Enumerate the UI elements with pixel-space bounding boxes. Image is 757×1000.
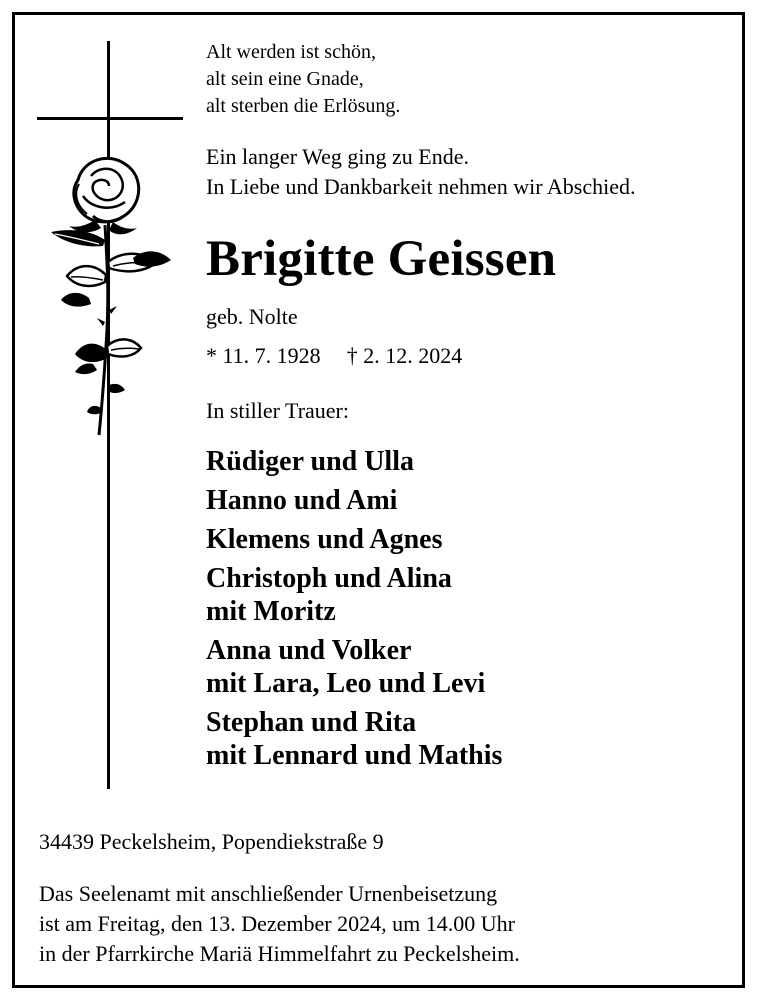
poem-line: alt sein eine Gnade, (206, 68, 364, 90)
mourner-line: Christoph und Alina (206, 563, 452, 594)
mourner-line: Hanno und Ami (206, 485, 398, 516)
intro-line: Ein langer Weg ging zu Ende. (206, 144, 469, 169)
farewell-intro (206, 142, 635, 202)
maiden-name: geb. Nolte (206, 304, 298, 329)
life-dates (206, 342, 462, 370)
mourner-family (206, 484, 502, 517)
rose-icon (33, 150, 183, 440)
mourner-line: Klemens und Agnes (206, 524, 443, 555)
mourning-label: In stiller Trauer: (206, 398, 349, 423)
birth-date: * 11. 7. 1928 (206, 343, 321, 368)
mourner-line: Stephan und Rita (206, 707, 417, 738)
mourner-family (206, 706, 502, 772)
cross-horizontal-beam (37, 117, 183, 120)
poem-line: Alt werden ist schön, (206, 41, 376, 63)
death-date: † 2. 12. 2024 (346, 343, 463, 368)
deceased-name: Brigitte Geissen (206, 231, 557, 287)
mourner-family (206, 562, 502, 628)
poem (206, 39, 400, 120)
service-line: in der Pfarrkirche Mariä Himmelfahrt zu Peckelsheim. (39, 941, 520, 966)
mourner-line: Anna und Volker (206, 635, 412, 666)
family-address: 34439 Peckelsheim, Popendiekstraße 9 (39, 829, 384, 854)
mourner-family (206, 523, 502, 556)
obituary-card (12, 12, 745, 988)
service-notice (39, 879, 520, 969)
mourner-line: Rüdiger und Ulla (206, 446, 414, 477)
mourners-list (206, 445, 502, 778)
mourner-line: mit Lara, Leo und Levi (206, 668, 486, 699)
poem-line: alt sterben die Erlösung. (206, 95, 401, 117)
mourner-family (206, 445, 502, 478)
intro-line: In Liebe und Dankbarkeit nehmen wir Abschied. (206, 174, 636, 199)
service-line: ist am Freitag, den 13. Dezember 2024, um 14.00 Uhr (39, 911, 515, 936)
mourner-line: mit Lennard und Mathis (206, 740, 503, 771)
service-line: Das Seelenamt mit anschließender Urnenbeisetzung (39, 881, 498, 906)
mourner-family (206, 634, 502, 700)
mourner-line: mit Moritz (206, 596, 336, 627)
